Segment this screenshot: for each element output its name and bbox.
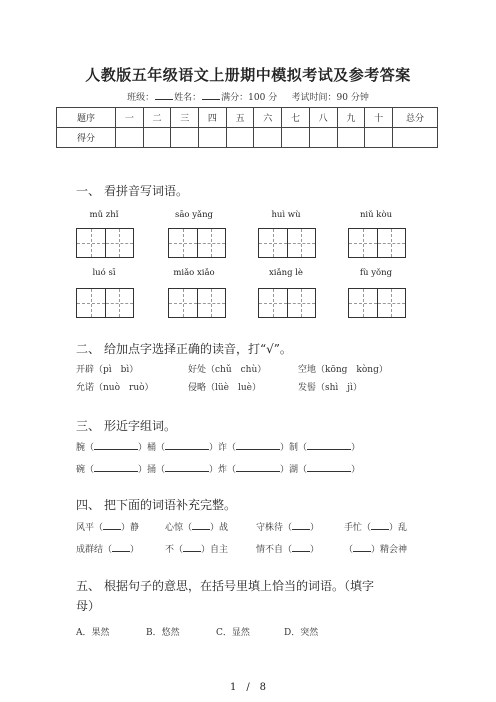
section-text: 形近字组词。 <box>104 419 177 433</box>
q4-text: ）精会神 <box>371 545 408 555</box>
writing-grid[interactable] <box>76 228 134 258</box>
score-cell: 六 <box>254 108 282 128</box>
class-label: 班级： <box>127 93 155 103</box>
score-input-cell[interactable] <box>337 128 365 148</box>
q3-row <box>76 462 360 475</box>
section-2-heading <box>76 340 292 357</box>
q4-item <box>344 520 407 533</box>
q4-item <box>165 542 228 555</box>
score-row-label: 得分 <box>57 128 116 148</box>
writing-grid[interactable] <box>348 288 406 318</box>
q3-text: ） <box>351 443 361 453</box>
pinyin-label: miǎo xiǎo <box>173 268 215 278</box>
answer-blank[interactable] <box>183 543 201 552</box>
q3-row <box>76 440 360 453</box>
answer-blank[interactable] <box>103 521 121 530</box>
answer-blank[interactable] <box>94 463 138 472</box>
q4-text: 不（ <box>165 545 184 555</box>
exam-info <box>0 90 496 103</box>
section-text-continued: 母） <box>76 599 101 613</box>
q3-text: 腕（ <box>76 443 95 453</box>
q2-item: 好处（chǔ chù） <box>188 365 267 375</box>
q4-text: ） <box>310 523 320 533</box>
section-4-heading <box>76 496 236 513</box>
section-1-heading <box>76 182 188 199</box>
q4-text: ） <box>310 545 320 555</box>
q3-text: ）湖（ <box>280 465 308 475</box>
score-cell: 三 <box>171 108 199 128</box>
answer-blank[interactable] <box>165 463 209 472</box>
score-label: 满分：100 分 <box>221 93 278 103</box>
q5-option: B．悠然 <box>146 628 180 638</box>
score-cell: 一 <box>116 108 144 128</box>
q4-text: 情不自（ <box>256 545 293 555</box>
q4-item <box>256 520 319 533</box>
pinyin-label: sāo yǎng <box>174 210 214 220</box>
q4-item <box>165 520 228 533</box>
pinyin-label: fù yǒng <box>359 268 393 278</box>
q3-text: ）桶（ <box>138 443 166 453</box>
q5-option: C．显然 <box>216 628 250 638</box>
score-input-cell[interactable] <box>116 128 144 148</box>
q4-text: 成群结（ <box>76 545 113 555</box>
score-input-cell[interactable] <box>226 128 254 148</box>
q4-item <box>344 542 407 555</box>
q3-text: ） <box>351 465 361 475</box>
section-number: 二、 <box>76 342 101 356</box>
q2-item: 允诺（nuò ruò） <box>76 383 154 393</box>
score-cell: 总分 <box>393 108 438 128</box>
q3-text: ）炸（ <box>209 465 237 475</box>
section-3-heading <box>76 417 176 434</box>
q3-text: ）诈（ <box>209 443 237 453</box>
answer-blank[interactable] <box>165 441 209 450</box>
section-text: 给加点字选择正确的读音，打“√”。 <box>104 342 292 356</box>
answer-blank[interactable] <box>192 521 210 530</box>
section-5-heading <box>76 576 436 616</box>
q2-item: 发髻（shì jì） <box>298 383 362 393</box>
q4-item <box>256 542 319 555</box>
score-input-cell[interactable] <box>143 128 171 148</box>
q4-item <box>76 520 139 533</box>
q2-item: 侵略（lüè luè） <box>188 383 262 393</box>
q3-text: ）捅（ <box>138 465 166 475</box>
page-title: 人教版五年级语文上册期中模拟考试及参考答案 <box>85 66 411 84</box>
score-table-score-row <box>57 128 438 148</box>
writing-grid[interactable] <box>168 228 226 258</box>
section-number: 一、 <box>76 184 101 198</box>
q4-item <box>76 542 139 555</box>
answer-blank[interactable] <box>371 521 389 530</box>
writing-grid[interactable] <box>76 288 134 318</box>
score-cell: 十 <box>365 108 393 128</box>
page-number: 1 / 8 <box>229 682 267 693</box>
score-input-cell[interactable] <box>171 128 199 148</box>
section-number: 三、 <box>76 419 101 433</box>
q4-text: ）静 <box>121 523 140 533</box>
q4-text: 风平（ <box>76 523 104 533</box>
writing-grid[interactable] <box>168 288 226 318</box>
q3-text: ）制（ <box>280 443 308 453</box>
answer-blank[interactable] <box>307 441 351 450</box>
q4-text: ）乱 <box>389 523 408 533</box>
score-cell: 七 <box>282 108 310 128</box>
section-number: 五、 <box>76 579 101 593</box>
answer-blank[interactable] <box>236 441 280 450</box>
score-input-cell[interactable] <box>365 128 393 148</box>
q5-option: D．突然 <box>284 628 319 638</box>
answer-blank[interactable] <box>112 543 130 552</box>
answer-blank[interactable] <box>353 543 371 552</box>
score-input-cell[interactable] <box>393 128 438 148</box>
writing-grid[interactable] <box>258 288 316 318</box>
q4-text: 心惊（ <box>165 523 193 533</box>
score-cell: 四 <box>199 108 227 128</box>
answer-blank[interactable] <box>94 441 138 450</box>
answer-blank[interactable] <box>292 543 310 552</box>
q4-text: 守株待（ <box>256 523 293 533</box>
pinyin-label: mǔ zhǐ <box>89 210 119 220</box>
q4-text: 手忙（ <box>344 523 372 533</box>
name-label: 姓名： <box>174 93 202 103</box>
q4-text: ）自主 <box>201 545 229 555</box>
q2-item: 开辟（pì bì） <box>76 365 139 375</box>
score-input-cell[interactable] <box>199 128 227 148</box>
score-cell: 二 <box>143 108 171 128</box>
q4-text: ） <box>130 545 140 555</box>
pinyin-label: luó sī <box>92 268 116 278</box>
section-number: 四、 <box>76 498 101 512</box>
answer-blank[interactable] <box>307 463 351 472</box>
score-input-cell[interactable] <box>309 128 337 148</box>
pinyin-label: xiǎng lè <box>269 268 303 278</box>
writing-grid[interactable] <box>348 228 406 258</box>
q5-option: A．果然 <box>76 628 110 638</box>
answer-blank[interactable] <box>236 463 280 472</box>
section-text: 把下面的词语补充完整。 <box>104 498 237 512</box>
score-table <box>56 107 438 148</box>
section-text: 看拼音写词语。 <box>104 184 189 198</box>
score-cell: 题序 <box>57 108 116 128</box>
q3-text: 碗（ <box>76 465 95 475</box>
score-input-cell[interactable] <box>282 128 310 148</box>
score-cell: 八 <box>309 108 337 128</box>
answer-blank[interactable] <box>292 521 310 530</box>
section-text: 根据句子的意思，在括号里填上恰当的词语。（填字 <box>104 579 375 593</box>
time-label: 考试时间：90 分钟 <box>291 93 369 103</box>
score-cell: 九 <box>337 108 365 128</box>
name-blank <box>202 91 220 100</box>
score-table-header-row <box>57 108 438 128</box>
score-input-cell[interactable] <box>254 128 282 148</box>
pinyin-label: huì wù <box>271 210 301 220</box>
pinyin-label: niǔ kòu <box>359 210 393 220</box>
q4-text: ）战 <box>210 523 229 533</box>
class-blank <box>155 91 173 100</box>
score-cell: 五 <box>226 108 254 128</box>
writing-grid[interactable] <box>258 228 316 258</box>
q4-text: （ <box>344 545 354 555</box>
q2-item: 空地（kōng kòng） <box>298 365 388 375</box>
